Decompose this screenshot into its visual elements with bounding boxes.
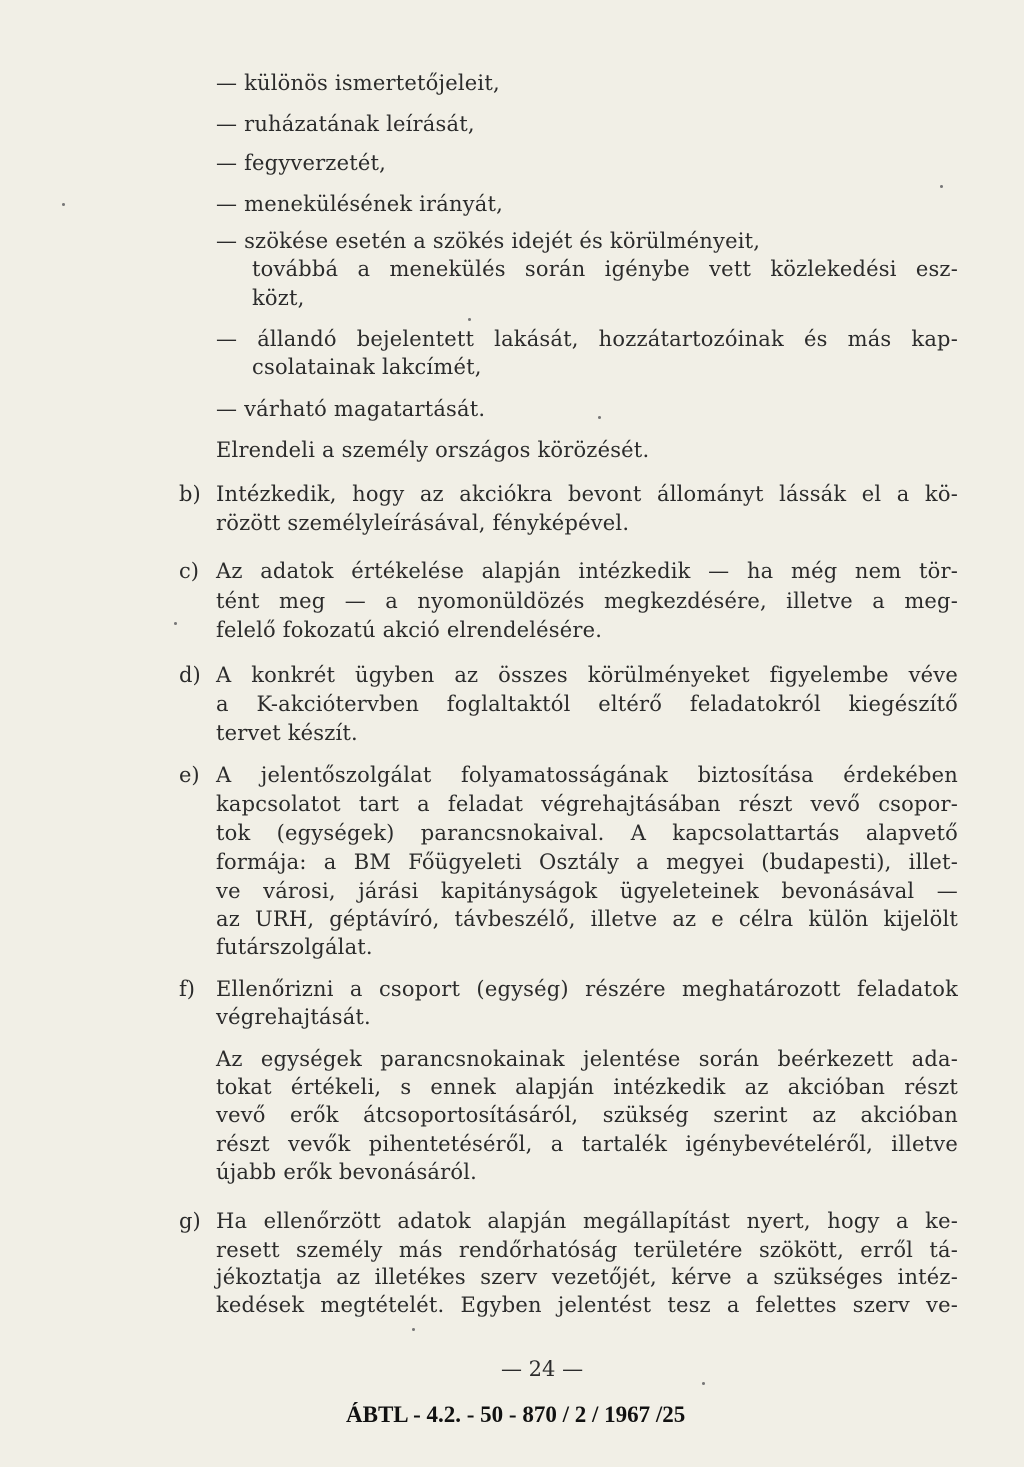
scan-speck xyxy=(62,203,65,206)
paragraph-line: Ha ellenőrzött adatok alapján megállapítást nyert, hogy a ke- xyxy=(216,1209,958,1233)
paragraph-line: felelő fokozatú akció elrendelésére. xyxy=(216,618,603,642)
paragraph-line: kapcsolatot tart a feladat végrehajtásában részt vevő csopor- xyxy=(216,792,958,816)
list-item: — várható magatartását. xyxy=(216,397,486,421)
paragraph-line: részt vevők pihentetéséről, a tartalék igénybevételéről, illetve xyxy=(216,1132,958,1156)
list-item-continuation: csolatainak lakcímét, xyxy=(252,355,482,379)
paragraph-line: formája: a BM Főügyeleti Osztály a megyei (budapesti), illet- xyxy=(216,850,958,874)
paragraph: Elrendeli a személy országos körözését. xyxy=(216,438,650,462)
paragraph-line: rözött személyleírásával, fényképével. xyxy=(216,511,630,535)
paragraph-line: végrehajtását. xyxy=(216,1005,371,1029)
list-item: — menekülésének irányát, xyxy=(216,192,504,216)
list-item-continuation: továbbá a menekülés során igénybe vett közlekedési esz- xyxy=(252,257,958,281)
paragraph-line: A jelentőszolgálat folyamatosságának biztosítása érdekében xyxy=(216,763,958,787)
paragraph-line: resett személy más rendőrhatóság területére szökött, erről tá- xyxy=(216,1238,958,1262)
page-number: — 24 — xyxy=(501,1357,584,1381)
paragraph-line: a K-akciótervben foglaltaktól eltérő feladatokról kiegészítő xyxy=(216,692,958,716)
paragraph-line: Ellenőrizni a csoport (egység) részére meghatározott feladatok xyxy=(216,977,958,1001)
list-item: — állandó bejelentett lakását, hozzátartozóinak és más kap- xyxy=(216,327,958,351)
paragraph-line: tént meg — a nyomonüldözés megkezdésére, illetve a meg- xyxy=(216,589,958,613)
paragraph-line: Az egységek parancsnokainak jelentése során beérkezett ada- xyxy=(216,1047,958,1071)
paragraph-line: Intézkedik, hogy az akciókra bevont állományt lássák el a kö- xyxy=(216,482,958,506)
paragraph-line: ve városi, járási kapitányságok ügyeleteinek bevonásával — xyxy=(216,879,958,903)
paragraph-line: tok (egységek) parancsnokaival. A kapcsolattartás alapvető xyxy=(216,821,958,845)
paragraph-line: vevő erők átcsoportosításáról, szükség szerint az akcióban xyxy=(216,1103,958,1127)
paragraph-line: jékoztatja az illetékes szerv vezetőjét, kérve a szükséges intéz- xyxy=(216,1265,958,1289)
list-item: — szökése esetén a szökés idejét és körülményeit, xyxy=(216,229,761,253)
paragraph-line: kedések megtételét. Egyben jelentést tesz a felettes szerv ve- xyxy=(216,1293,958,1317)
paragraph-line: az URH, géptávíró, távbeszélő, illetve az e célra külön kijelölt xyxy=(216,907,958,931)
list-item: — ruházatának leírását, xyxy=(216,112,475,136)
item-label-d: d) xyxy=(179,663,201,687)
scan-speck xyxy=(702,1382,705,1385)
archive-reference: ÁBTL - 4.2. - 50 - 870 / 2 / 1967 /25 xyxy=(346,1402,686,1427)
scan-speck xyxy=(940,185,943,188)
paragraph-line: tervet készít. xyxy=(216,721,358,745)
item-label-f: f) xyxy=(179,977,195,1001)
item-label-b: b) xyxy=(179,482,201,506)
item-label-g: g) xyxy=(179,1209,201,1233)
list-item-continuation: közt, xyxy=(252,286,305,310)
scan-speck xyxy=(598,416,601,419)
list-item: — különös ismertetőjeleit, xyxy=(216,71,500,95)
scan-speck xyxy=(174,622,177,625)
item-label-c: c) xyxy=(179,559,199,583)
paragraph-line: A konkrét ügyben az összes körülményeket figyelembe véve xyxy=(216,663,958,687)
paragraph-line: tokat értékeli, s ennek alapján intézkedik az akcióban részt xyxy=(216,1075,958,1099)
scan-speck xyxy=(468,318,471,321)
paragraph-line: újabb erők bevonásáról. xyxy=(216,1160,478,1184)
scan-speck xyxy=(412,1328,415,1331)
item-label-e: e) xyxy=(179,763,200,787)
paragraph-line: Az adatok értékelése alapján intézkedik — ha még nem tör- xyxy=(216,559,958,583)
paragraph-line: futárszolgálat. xyxy=(216,935,373,959)
list-item: — fegyverzetét, xyxy=(216,151,386,175)
